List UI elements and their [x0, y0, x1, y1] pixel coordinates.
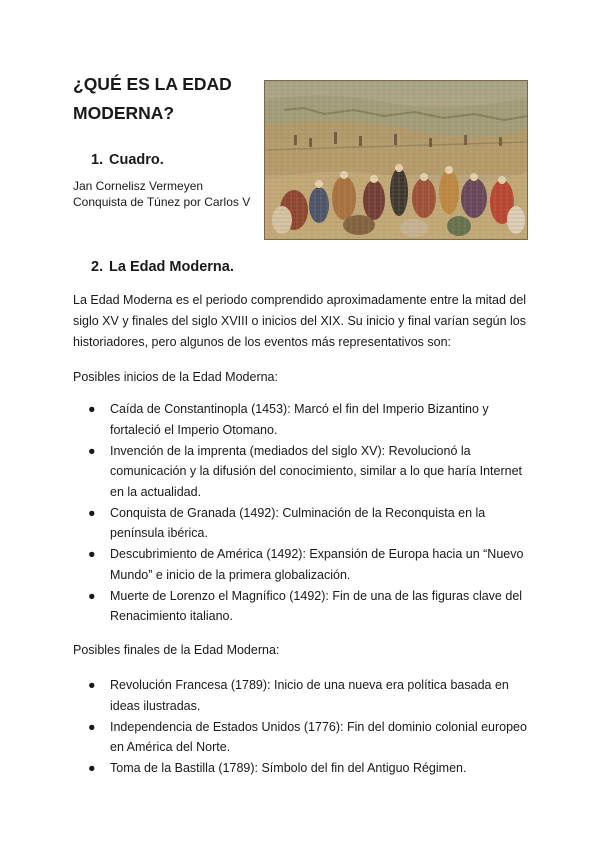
list-item: ● Invención de la imprenta (mediados del siglo XV): Revolucionó la comunicación y la difusión del conocimiento, similar a lo que haría Internet en la actualidad.	[73, 441, 530, 503]
bullet-icon: ●	[88, 678, 96, 692]
ends-list	[73, 675, 530, 779]
list-item: ● Toma de la Bastilla (1789): Símbolo del fin del Antiguo Régimen.	[73, 758, 530, 779]
ends-label: Posibles finales de la Edad Moderna:	[73, 643, 280, 657]
starts-label: Posibles inicios de la Edad Moderna:	[73, 370, 278, 384]
list-item: ● Caída de Constantinopla (1453): Marcó el fin del Imperio Bizantino y fortaleció el Imperio Otomano.	[73, 399, 530, 440]
list-item: ● Muerte de Lorenzo el Magnífico (1492): Fin de una de las figuras clave del Renacimiento italiano.	[73, 586, 530, 627]
section-title: Cuadro.	[109, 152, 164, 168]
bullet-icon: ●	[88, 761, 96, 775]
caption-author: Jan Cornelisz Vermeyen	[73, 179, 204, 193]
list-item: ● Independencia de Estados Unidos (1776): Fin del dominio colonial europeo en América del Norte.	[73, 717, 530, 758]
list-item: ● Descubrimiento de América (1492): Expansión de Europa hacia un “Nuevo Mundo” e inicio de la primera globalización.	[73, 544, 530, 585]
page-title: ¿QUÉ ES LA EDAD MODERNA?	[73, 74, 232, 123]
starts-list	[73, 399, 530, 627]
section-heading-edad-moderna	[91, 259, 234, 275]
section-heading-cuadro	[91, 152, 164, 168]
list-item: ● Conquista de Granada (1492): Culminación de la Reconquista en la península ibérica.	[73, 503, 530, 544]
section-number: 2.	[91, 259, 104, 275]
bullet-icon: ●	[88, 719, 96, 734]
bullet-icon: ●	[88, 505, 96, 520]
bullet-icon: ●	[88, 443, 96, 458]
bullet-icon: ●	[88, 588, 96, 603]
intro-paragraph: La Edad Moderna es el periodo comprendido aproximadamente entre la mitad del siglo XV y finales del siglo XVIII o inicios del XIX. Su inicio y final varían según los historiadores, pero algunos de los eventos más representativos son:	[73, 293, 527, 349]
bullet-icon: ●	[88, 402, 96, 416]
painting-caption	[73, 178, 250, 210]
bullet-icon: ●	[88, 547, 96, 561]
list-item: ● Revolución Francesa (1789): Inicio de una nueva era política basada en ideas ilustradas.	[73, 675, 530, 716]
section-title: La Edad Moderna.	[109, 259, 234, 275]
tapestry-painting	[264, 80, 528, 240]
caption-work: Conquista de Túnez por Carlos V	[73, 195, 251, 209]
section-number: 1.	[91, 152, 104, 168]
